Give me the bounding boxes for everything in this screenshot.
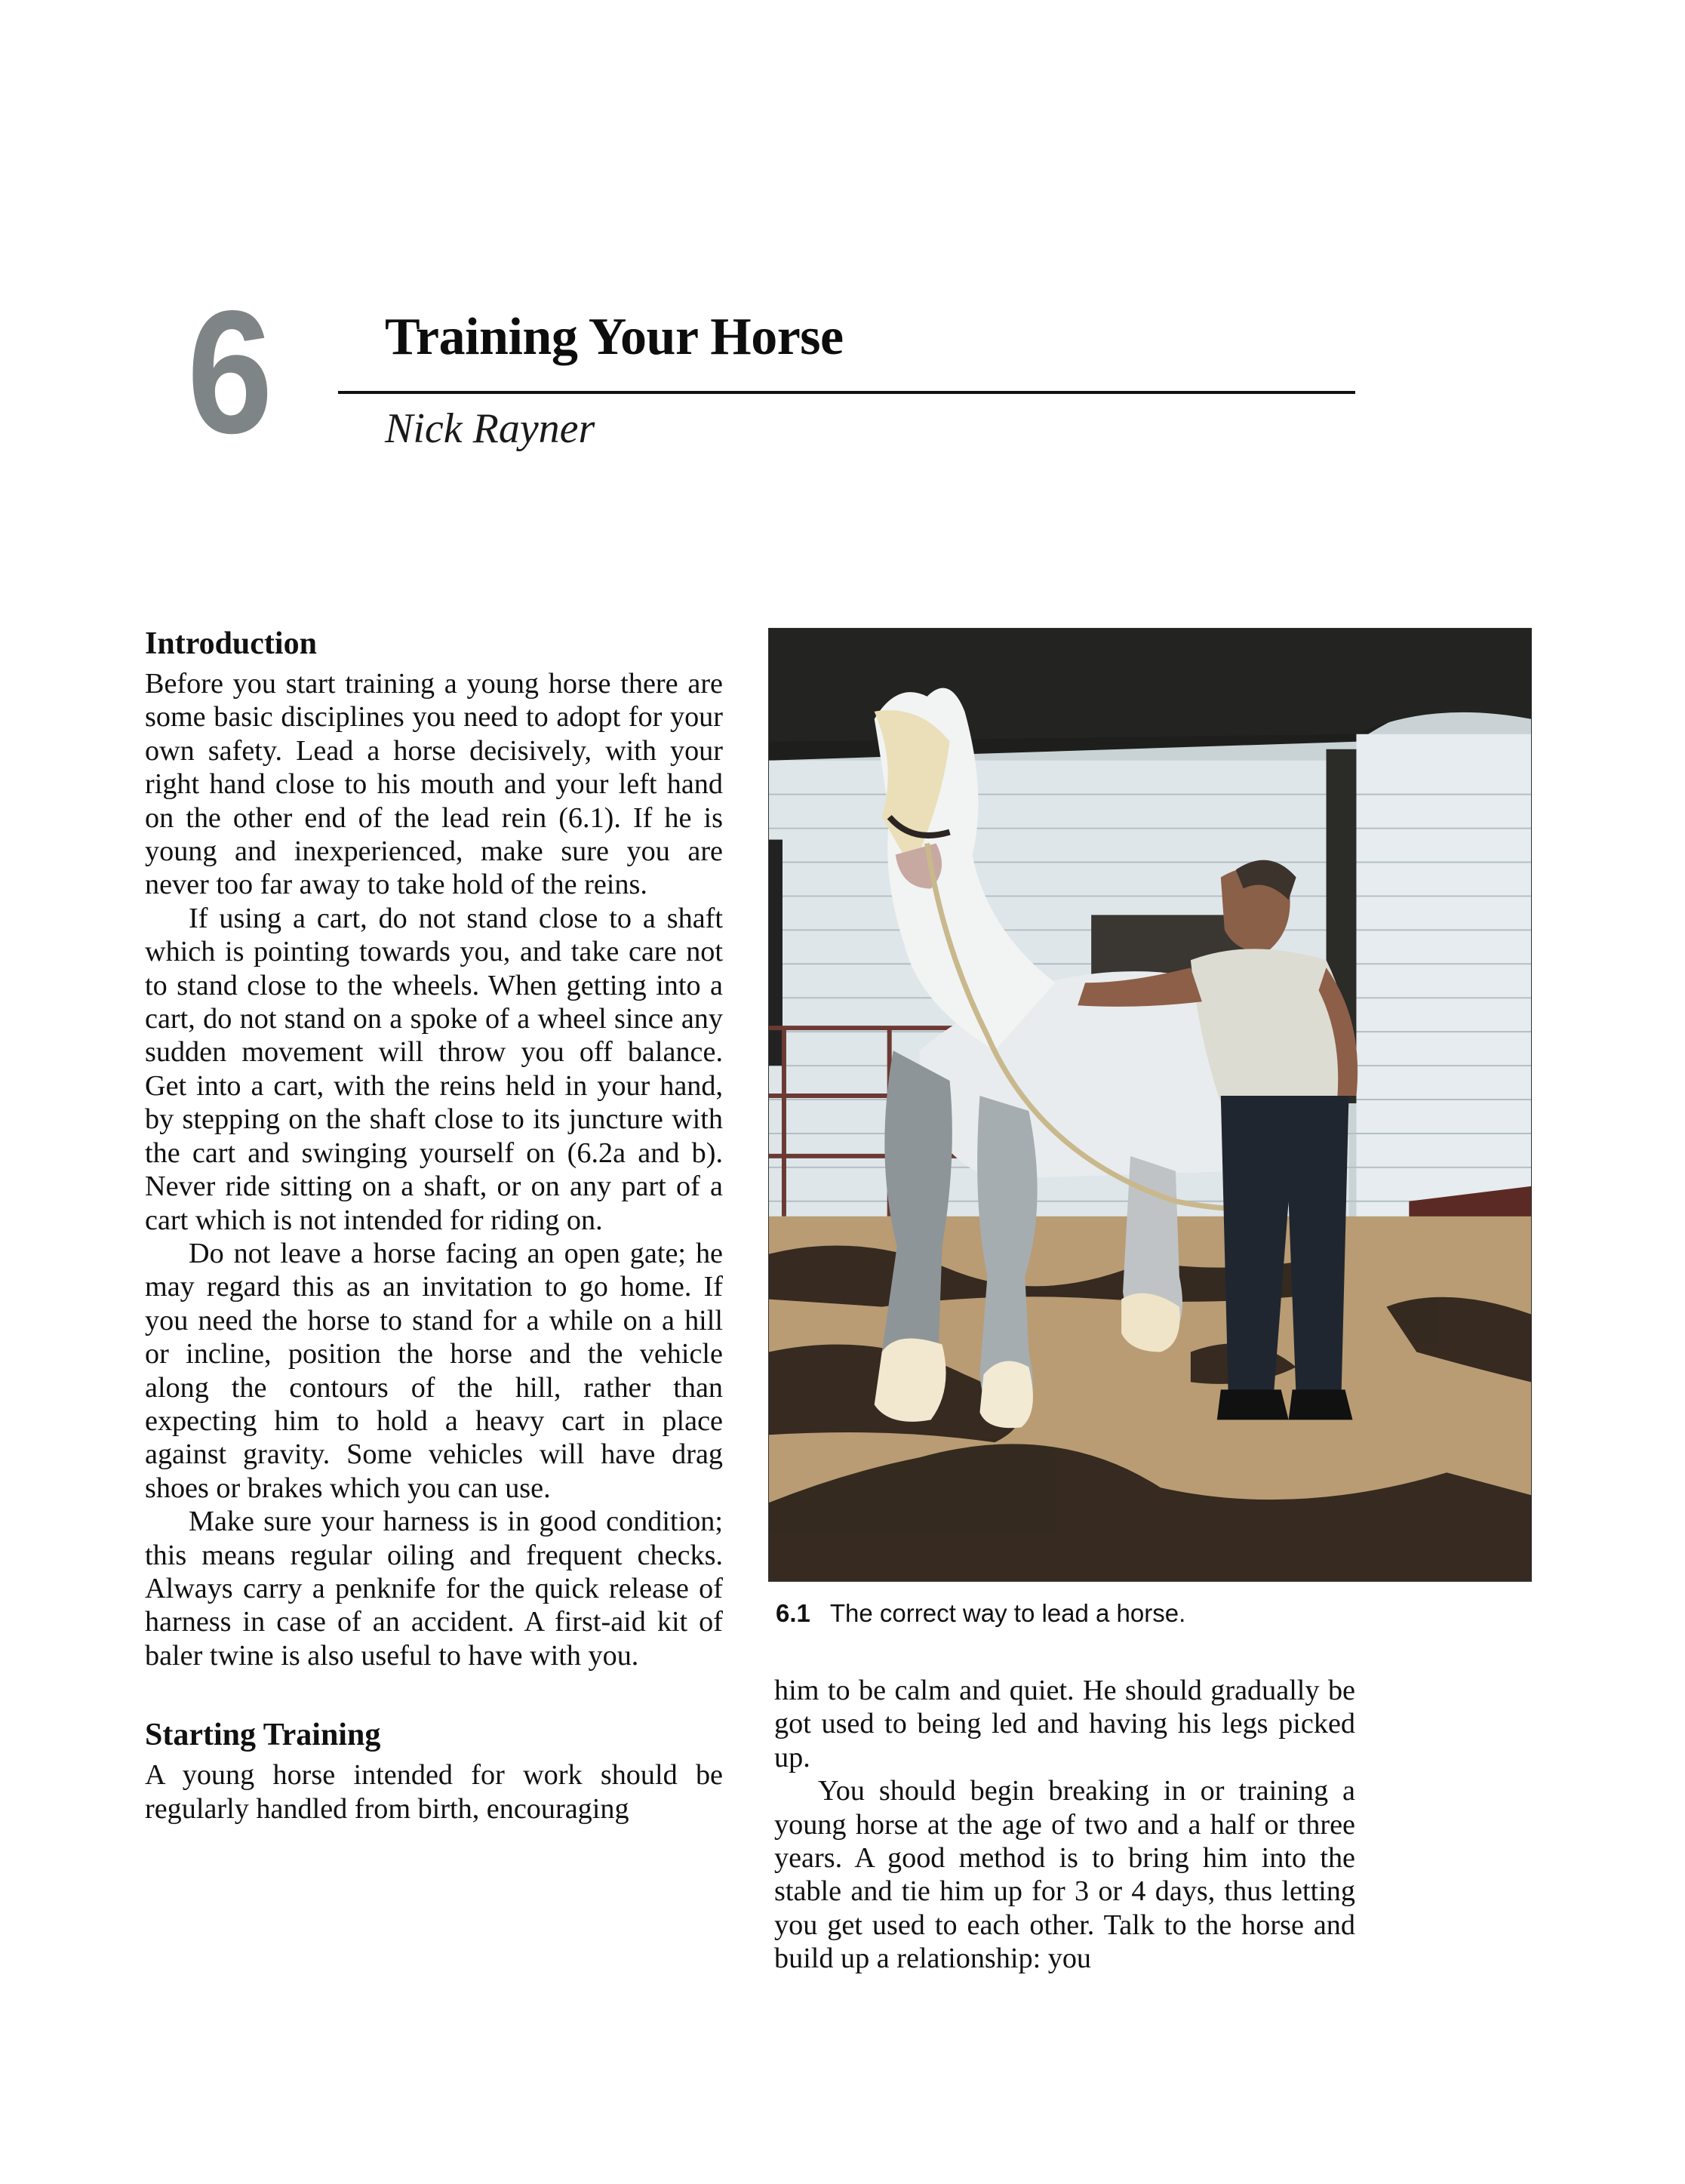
horse-photo-illustration <box>769 629 1531 1581</box>
chapter-author: Nick Rayner <box>385 405 595 452</box>
figure-number: 6.1 <box>776 1599 810 1627</box>
paragraph: Do not leave a horse facing an open gate; he may regard this as an invitation to go home. If you need the horse to stand for a while on a hill or incline, position the horse and the vehicle along the contours of the hill, rather than expecting him to hold a heavy cart in place against gravity. Some vehicles will have drag shoes or brakes which you can use. <box>145 1237 723 1504</box>
figure-caption-text: The correct way to lead a horse. <box>829 1599 1186 1627</box>
figure-caption <box>776 1598 1185 1629</box>
paragraph: If using a cart, do not stand close to a shaft which is pointing towards you, and take care not to stand close to the wheels. When getting into a cart, do not stand on a spoke of a wheel since any sudden movement will throw you off balance. Get into a cart, with the reins held in your hand, by stepping on the shaft close to its juncture with the cart and swinging yourself on (6.2a and b). Never ride sitting on a shaft, or on any part of a cart which is not intended for riding on. <box>145 902 723 1236</box>
chapter-number: 6 <box>187 275 271 470</box>
paragraph: Before you start training a young horse there are some basic disciplines you need to adopt for your own safety. Lead a horse decisively, with your right hand close to his mouth and your left hand on the other end of the lead rein (6.1). If he is young and inexperienced, make sure you are never too far away to take hold of the reins. <box>145 668 723 901</box>
paragraph: A young horse intended for work should be regularly handled from birth, encouraging <box>145 1759 723 1825</box>
chapter-title: Training Your Horse <box>385 308 844 366</box>
section-heading-starting-training: Starting Training <box>145 1718 381 1753</box>
title-rule <box>338 391 1355 394</box>
section-heading-introduction: Introduction <box>145 626 317 661</box>
paragraph: Make sure your harness is in good condition; this means regular oiling and frequent checks. Always carry a penknife for the quick release of harness in case of an accident. A first-aid kit of baler twine is also useful to have with you. <box>145 1506 723 1672</box>
paragraph: You should begin breaking in or training a young horse at the age of two and a half or three years. A good method is to bring him into the stable and tie him up for 3 or 4 days, thus letting you get used to each other. Talk to the horse and build up a relationship: you <box>774 1775 1355 1975</box>
left-column <box>145 625 723 1826</box>
paragraph: him to be calm and quiet. He should gradually be got used to being led and having his legs picked up. <box>774 1675 1355 1773</box>
figure-photo <box>768 628 1532 1582</box>
right-column-text <box>774 1674 1355 1976</box>
